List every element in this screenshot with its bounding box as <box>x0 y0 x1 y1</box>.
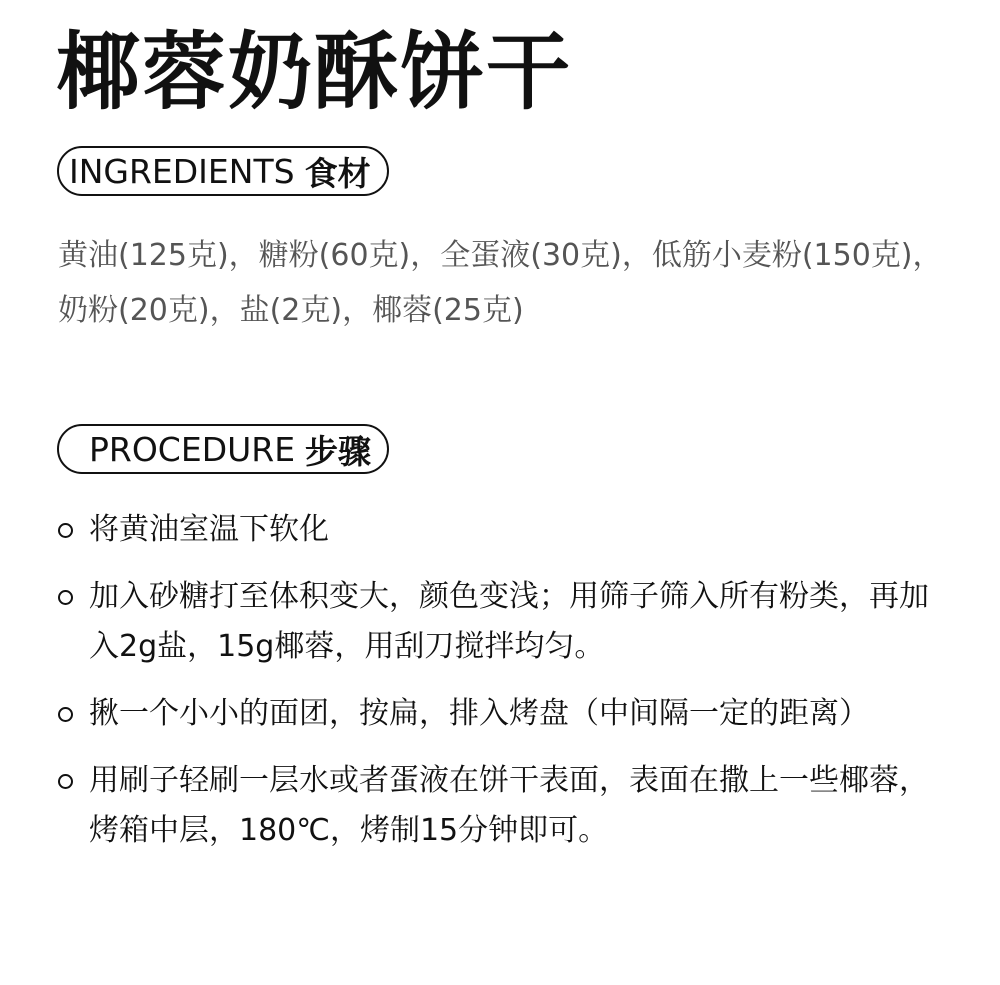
ingredients-section-label <box>57 146 389 196</box>
procedure-step-text: 将黄油室温下软化 <box>89 512 329 547</box>
procedure-step <box>58 572 958 672</box>
procedure-step-text: 用刷子轻刷一层水或者蛋液在饼干表面，表面在撒上一些椰蓉，烤箱中层，180℃，烤制15分钟即可。 <box>89 763 929 848</box>
page-title: 椰蓉奶酥饼干 <box>56 23 573 121</box>
ingredients-text: 黄油(125克)，糖粉(60克)，全蛋液(30克)，低筋小麦粉(150克)，奶粉(20克)，盐(2克)，椰蓉(25克) <box>58 238 943 328</box>
procedure-step <box>58 689 958 739</box>
procedure-steps-list <box>58 505 958 856</box>
procedure-step <box>58 756 958 856</box>
procedure-label-en: PROCEDURE <box>89 429 296 469</box>
procedure-section-label <box>57 424 389 474</box>
procedure-step-text: 揪一个小小的面团，按扁，排入烤盘（中间隔一定的距离） <box>89 696 869 731</box>
procedure-step <box>58 505 958 555</box>
procedure-label-zh: 步骤 <box>305 431 372 471</box>
procedure-step-text: 加入砂糖打至体积变大，颜色变浅；用筛子筛入所有粉类，再加入2g盐，15g椰蓉，用刮刀搅拌均匀。 <box>89 579 929 664</box>
circle-bullet-icon <box>58 523 73 538</box>
ingredients-label-zh: 食材 <box>304 153 371 193</box>
circle-bullet-icon <box>58 774 73 789</box>
circle-bullet-icon <box>58 590 73 605</box>
ingredients-label-en: INGREDIENTS <box>69 151 295 191</box>
circle-bullet-icon <box>58 707 73 722</box>
